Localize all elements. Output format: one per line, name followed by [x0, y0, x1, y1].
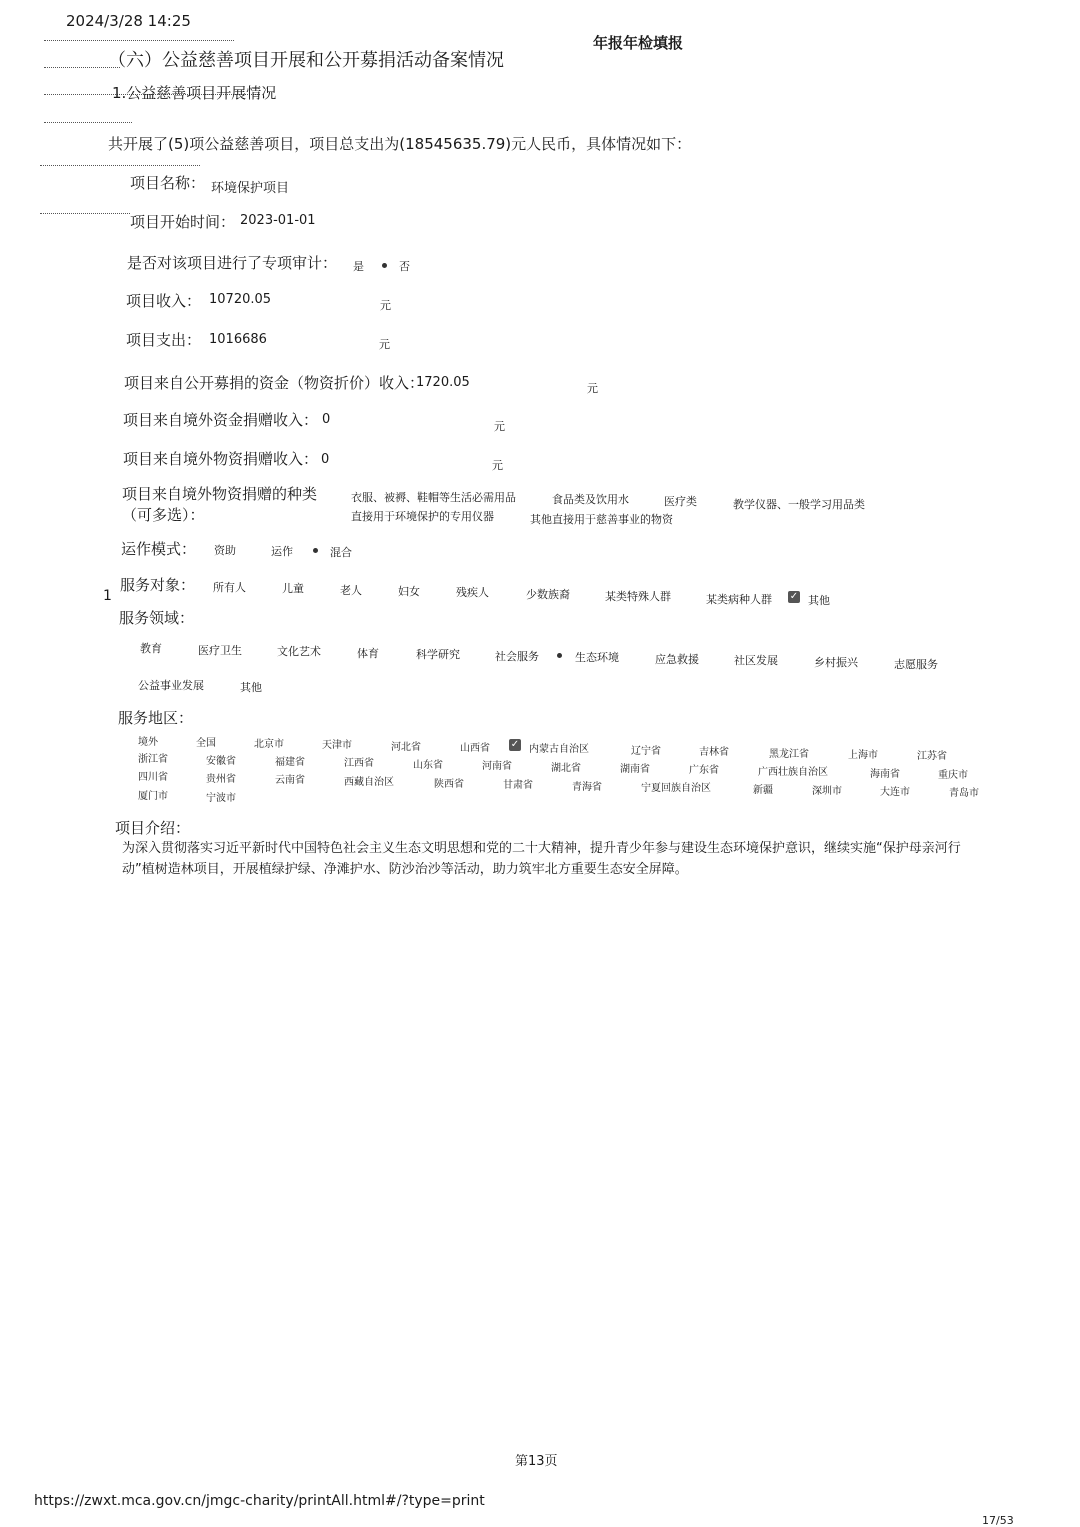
mode-option[interactable]: 资助 [214, 544, 236, 557]
region-label: 服务地区： [118, 709, 194, 727]
intro-text: 为深入贯彻落实习近平新时代中国特色社会主义生态文明思想和党的二十大精神，提升青少年参与建设生态环境保护意识，继续实施“保护母亲河行动”植树造林项目，开展植绿护绿、净滩护水、防沙治沙等活动，助力筑牢北方重要生态安全屏障。 [122, 841, 961, 877]
goods-type-option[interactable]: 教学仪器、一般学习用品类 [733, 498, 865, 511]
goods-type-option[interactable]: 其他直接用于慈善事业的物资 [530, 513, 673, 526]
expense-label: 项目支出： [126, 331, 202, 349]
field-option[interactable]: 社区发展 [734, 654, 778, 667]
region-option[interactable]: 西藏自治区 [344, 777, 394, 788]
field-option[interactable]: 志愿服务 [894, 658, 938, 671]
leader-line [40, 213, 130, 214]
public-fund-unit: 元 [587, 382, 598, 395]
expense-value: 1016686 [209, 332, 267, 347]
foreign-goods-label: 项目来自境外物资捐赠收入： [123, 450, 319, 468]
target-option[interactable]: 老人 [340, 584, 362, 597]
region-option[interactable]: 青海省 [572, 782, 602, 793]
mode-label: 运作模式： [121, 540, 197, 558]
field-option[interactable]: 科学研究 [416, 648, 460, 661]
project-name-value: 环境保护项目 [211, 181, 290, 196]
expense-unit: 元 [379, 338, 390, 351]
field-selected-radio-icon[interactable] [557, 653, 562, 658]
region-option[interactable]: 青岛市 [949, 788, 979, 799]
field-option[interactable]: 公益事业发展 [138, 679, 204, 692]
target-option[interactable]: 某类特殊人群 [605, 590, 671, 603]
region-option[interactable]: 宁波市 [206, 793, 236, 804]
region-option[interactable]: 安徽省 [206, 756, 236, 767]
leader-line [40, 165, 200, 166]
target-option[interactable]: 妇女 [398, 585, 420, 598]
checked-checkbox-icon[interactable]: ✓ [510, 739, 520, 750]
income-unit: 元 [380, 299, 391, 312]
field-option[interactable]: 教育 [140, 642, 162, 655]
region-option[interactable]: 陕西省 [434, 779, 464, 790]
mode-selected-radio-icon[interactable] [313, 548, 318, 553]
foreign-fund-value: 0 [322, 412, 331, 427]
region-option[interactable]: 深圳市 [812, 786, 842, 797]
region-option[interactable]: 贵州省 [206, 774, 236, 785]
foreign-goods-unit: 元 [492, 459, 503, 472]
mode-option[interactable]: 混合 [330, 546, 352, 559]
audit-no-radio-icon[interactable] [382, 263, 387, 268]
public-fund-value: 1720.05 [416, 375, 470, 390]
leader-line [44, 40, 234, 41]
page-url: https://zwxt.mca.gov.cn/jmgc-charity/printAll.html#/?type=print [34, 1493, 485, 1509]
audit-option-yes[interactable]: 是 [353, 260, 364, 273]
section-title: （六）公益慈善项目开展和公开募捐活动备案情况 [108, 50, 504, 71]
subsection-title: 1.公益慈善项目开展情况 [112, 84, 277, 102]
goods-type-option[interactable]: 直接用于环境保护的专用仪器 [351, 510, 494, 523]
goods-type-option[interactable]: 食品类及饮用水 [552, 493, 629, 506]
income-label: 项目收入： [126, 292, 202, 310]
foreign-goods-value: 0 [321, 452, 330, 467]
region-option[interactable]: 四川省 [138, 772, 168, 783]
goods-type-label-2: （可多选）： [122, 506, 205, 524]
target-option[interactable]: 儿童 [282, 582, 304, 595]
target-option[interactable]: 某类病种人群 [706, 593, 772, 606]
audit-label: 是否对该项目进行了专项审计： [127, 254, 338, 272]
region-option[interactable]: 海南省 [870, 769, 900, 780]
region-option[interactable]: 湖北省 [551, 763, 581, 774]
goods-type-option[interactable]: 医疗类 [664, 495, 697, 508]
region-option[interactable]: 甘肃省 [503, 780, 533, 791]
project-start-label: 项目开始时间： [130, 213, 236, 231]
region-option[interactable]: 山东省 [413, 760, 443, 771]
region-option[interactable]: 湖南省 [620, 764, 650, 775]
region-option[interactable]: 广东省 [689, 765, 719, 776]
target-label: 服务对象： [120, 576, 196, 594]
region-option[interactable]: 河北省 [391, 742, 421, 753]
field-label: 服务领域： [119, 609, 195, 627]
audit-option-no[interactable]: 否 [399, 260, 410, 273]
region-option[interactable]: 厦门市 [138, 791, 168, 802]
field-option[interactable]: 医疗卫生 [198, 644, 242, 657]
region-option[interactable]: 辽宁省 [631, 746, 661, 757]
region-option[interactable]: 广西壮族自治区 [758, 767, 828, 778]
region-option[interactable]: 吉林省 [699, 747, 729, 758]
field-option[interactable]: 乡村振兴 [814, 656, 858, 669]
foreign-fund-label: 项目来自境外资金捐赠收入： [123, 411, 319, 429]
goods-type-option[interactable]: 衣服、被褥、鞋帽等生活必需用品 [351, 491, 516, 504]
region-option[interactable]: 福建省 [275, 757, 305, 768]
page-number: 第13页 [515, 1454, 558, 1469]
target-option[interactable]: 残疾人 [456, 586, 489, 599]
region-option[interactable]: 全国 [196, 738, 216, 749]
field-option[interactable]: 体育 [357, 647, 379, 660]
target-option[interactable]: 少数族裔 [526, 588, 570, 601]
region-option[interactable]: 宁夏回族自治区 [641, 783, 711, 794]
site-title: 年报年检填报 [593, 34, 684, 52]
field-option[interactable]: 其他 [240, 681, 262, 694]
field-option[interactable]: 文化艺术 [277, 645, 321, 658]
region-option[interactable]: 山西省 [460, 743, 490, 754]
region-option[interactable]: 重庆市 [938, 770, 968, 781]
region-option[interactable]: 江苏省 [917, 751, 947, 762]
region-option[interactable]: 新疆 [753, 785, 773, 796]
region-option[interactable]: 境外 [138, 737, 158, 748]
foreign-fund-unit: 元 [494, 420, 505, 433]
region-option[interactable]: 上海市 [848, 750, 878, 761]
summary-text: 共开展了(5)项公益慈善项目，项目总支出为(18545635.79)元人民币，具体情况如下： [108, 135, 692, 153]
region-option[interactable]: 北京市 [254, 739, 284, 750]
project-name-label: 项目名称： [130, 174, 206, 192]
print-datetime: 2024/3/28 14:25 [66, 12, 191, 30]
field-option[interactable]: 生态环境 [575, 651, 619, 664]
region-option[interactable]: 内蒙古自治区 [529, 744, 589, 755]
region-option[interactable]: 大连市 [880, 787, 910, 798]
field-option[interactable]: 社会服务 [495, 650, 539, 663]
side-mark: 1 [103, 588, 112, 604]
project-start-value: 2023-01-01 [240, 213, 316, 228]
target-option[interactable]: 所有人 [213, 581, 246, 594]
region-option[interactable]: 云南省 [275, 775, 305, 786]
leader-line [44, 122, 132, 123]
region-option[interactable]: 浙江省 [138, 754, 168, 765]
field-option[interactable]: 应急救援 [655, 653, 699, 666]
region-option[interactable]: 河南省 [482, 761, 512, 772]
region-option[interactable]: 黑龙江省 [769, 749, 809, 760]
intro-label: 项目介绍： [115, 819, 191, 837]
region-option[interactable]: 江西省 [344, 758, 374, 769]
income-value: 10720.05 [209, 292, 272, 307]
public-fund-label: 项目来自公开募捐的资金（物资折价）收入： [124, 374, 425, 392]
checked-checkbox-icon[interactable]: ✓ [789, 591, 799, 602]
mode-option[interactable]: 运作 [271, 545, 293, 558]
page-count: 17/53 [982, 1514, 1014, 1527]
target-option[interactable]: 其他 [808, 594, 830, 607]
region-option[interactable]: 天津市 [322, 740, 352, 751]
goods-type-label: 项目来自境外物资捐赠的种类 [122, 485, 318, 503]
